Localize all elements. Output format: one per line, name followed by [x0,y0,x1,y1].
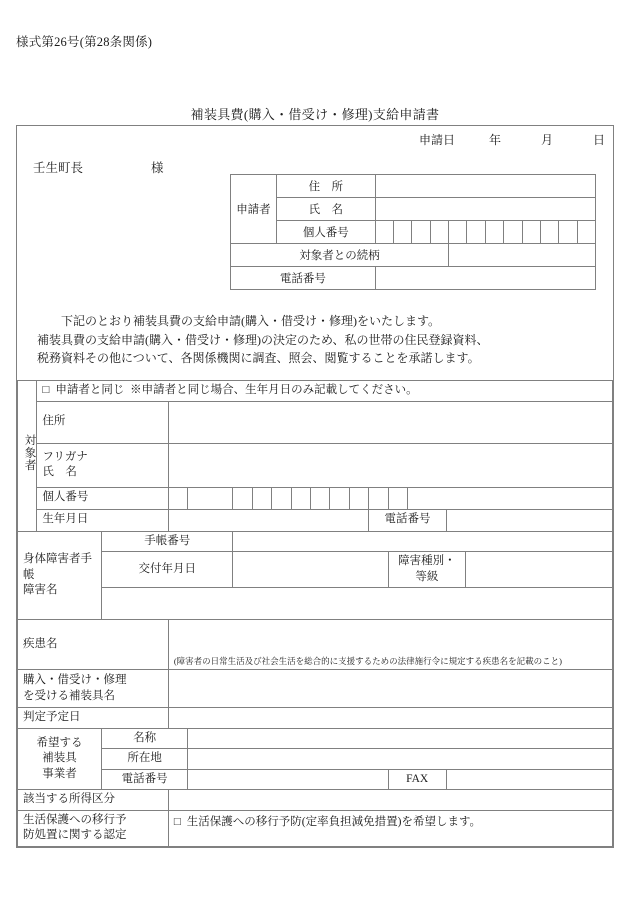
applicant-phone-input[interactable] [375,267,595,290]
form-number: 様式第26号(第28条関係) [16,35,153,49]
subject-mynumber-digit[interactable] [388,487,407,509]
vendor-name-input[interactable] [188,728,613,749]
subject-birthdate-label: 生年月日 [37,509,168,531]
subject-furigana-label: フリガナ [42,450,88,463]
same-as-applicant-row[interactable] [37,381,613,402]
consent-line-1: 下記のとおり補装具費の支給申請(購入・借受け・修理)をいたします。 [61,314,441,328]
consent-line-2: 補装具費の支給申請(購入・借受け・修理)の決定のため、私の世帯の住民登録資料、 [37,332,489,347]
subject-mynumber-digit[interactable] [349,487,368,509]
applicant-address-label: 住 所 [276,175,375,198]
subject-mynumber-digit[interactable] [272,487,291,509]
subject-mynumber-label: 個人番号 [37,487,168,509]
applicant-mynumber-digit[interactable] [449,221,467,244]
table-row [18,708,613,729]
welfare-label [18,810,169,846]
applicant-address-input[interactable] [375,175,595,198]
subject-address-label: 住所 [37,401,168,443]
applicant-name-label: 氏 名 [276,198,375,221]
table-row [18,670,613,708]
subject-mynumber-digit[interactable] [233,487,252,509]
vendor-phone-input[interactable] [188,769,388,790]
vendor-phone-label: 電話番号 [102,769,188,790]
vendor-label-line3: 事業者 [42,767,77,780]
application-date-line [419,131,605,148]
disease-input[interactable] [168,620,612,670]
welfare-label-line1: 生活保護への移行予 [23,813,127,826]
applicant-mynumber-digit[interactable] [485,221,503,244]
vendor-name-label: 名称 [102,728,188,749]
addressee-honorific: 様 [151,161,164,175]
applicant-mynumber-digit[interactable] [577,221,595,244]
welfare-statement: 生活保護への移行予防(定率負担減免措置)を希望します。 [186,815,482,828]
applicant-mynumber-digit[interactable] [430,221,448,244]
subject-phone-input[interactable] [446,509,612,531]
vendor-label-line2: 補装具 [42,752,77,765]
table-row [18,728,613,749]
consent-paragraph [37,312,489,368]
vendor-location-input[interactable] [188,749,613,770]
subject-name-input[interactable] [168,443,612,487]
applicant-mynumber-digit[interactable] [522,221,540,244]
issue-date-label: 交付年月日 [102,552,233,588]
device-label-line1: 購入・借受け・修理 [23,674,127,687]
subject-phone-label: 電話番号 [369,509,447,531]
subject-mynumber-digit[interactable] [369,487,388,509]
table-row [18,588,613,620]
income-category-label: 該当する所得区分 [18,790,169,811]
table-row [18,790,613,811]
table-row [18,531,613,552]
applicant-name-input[interactable] [375,198,595,221]
applicant-mynumber-digit[interactable] [504,221,522,244]
subject-name-label-text: 氏 名 [42,466,77,479]
disability-label-line1: 身体障害者手帳 [23,553,92,581]
checkbox-icon[interactable]: □ [173,815,181,828]
disease-note: (障害者の日常生活及び社会生活を総合的に支援するための法律施行令に規定する疾患名を記載のこと) [173,655,562,666]
vendor-fax-input[interactable] [446,769,612,790]
table-row [18,769,613,790]
welfare-statement-row[interactable] [168,810,612,846]
disability-label-line2: 障害名 [23,584,58,597]
application-date-label: 申請日 [418,133,455,147]
welfare-label-line2: 防処置に関する認定 [23,829,127,842]
table-row [231,221,596,244]
year-label: 年 [488,133,501,147]
subject-mynumber-digit[interactable] [291,487,310,509]
table-row [231,175,596,198]
table-row [18,749,613,770]
device-name-input[interactable] [168,670,612,708]
applicant-relationship-input[interactable] [449,244,596,267]
table-row [18,487,613,509]
main-form-table [17,380,613,847]
disability-section-label [18,531,102,620]
table-row [231,244,596,267]
applicant-mynumber-digit[interactable] [375,221,393,244]
table-row [18,620,613,670]
disability-name-input[interactable] [102,588,613,620]
table-row [18,401,613,443]
checkbox-icon[interactable]: □ [42,384,50,396]
applicant-mynumber-digit[interactable] [559,221,577,244]
addressee-name: 壬生町長 [33,161,84,175]
applicant-mynumber-digit[interactable] [394,221,412,244]
table-row [18,810,613,846]
table-row [231,198,596,221]
vendor-section-label [18,728,102,790]
applicant-phone-label: 電話番号 [231,267,376,290]
subject-mynumber-digit[interactable] [407,487,612,509]
same-as-applicant-note: ※申請者と同じ場合、生年月日のみ記載してください。 [130,384,418,396]
vendor-location-label: 所在地 [102,749,188,770]
subject-address-input[interactable] [168,401,612,443]
page-title: 補装具費(購入・借受け・修理)支給申請書 [190,107,440,122]
applicant-relationship-label: 対象者との続柄 [231,244,449,267]
issue-date-input[interactable] [233,552,388,588]
subject-birthdate-input[interactable] [168,509,368,531]
form-frame [16,125,614,848]
applicant-mynumber-digit[interactable] [412,221,430,244]
judgement-date-label: 判定予定日 [18,708,169,729]
device-label-line2: を受ける補装具名 [23,689,115,702]
booklet-number-input[interactable] [233,531,613,552]
disease-label: 疾患名 [18,620,169,670]
applicant-mynumber-label: 個人番号 [276,221,375,244]
subject-mynumber-digit[interactable] [252,487,271,509]
applicant-vertical-label: 申請者 [231,175,277,244]
subject-vertical-label: 対象者 [18,381,37,532]
vendor-fax-label: FAX [388,769,446,790]
applicant-mynumber-digit[interactable] [540,221,558,244]
header-block [17,126,613,380]
subject-mynumber-digit[interactable] [311,487,330,509]
vendor-label-line1: 希望する [36,736,83,749]
table-row [18,552,613,588]
booklet-number-label: 手帳番号 [102,531,233,552]
judgement-date-input[interactable] [168,708,612,729]
disability-type-grade-label: 障害種別・等級 [388,552,466,588]
table-row [18,509,613,531]
applicant-table [230,174,596,290]
device-label [18,670,169,708]
consent-line-3: 税務資料その他について、各関係機関に調査、照会、閲覧することを承諾します。 [37,351,480,366]
applicant-mynumber-digit[interactable] [467,221,485,244]
subject-mynumber-digit[interactable] [188,487,233,509]
table-row [18,443,613,487]
subject-mynumber-digit[interactable] [168,487,187,509]
table-row [18,381,613,402]
subject-name-label [37,443,168,487]
day-label: 日 [592,133,605,147]
disability-type-grade-input[interactable] [466,552,613,588]
subject-mynumber-digit[interactable] [330,487,349,509]
table-row [231,267,596,290]
income-category-input[interactable] [168,790,612,811]
same-as-applicant-label: 申請者と同じ [55,384,125,396]
addressee-line [33,158,164,176]
month-label: 月 [540,133,553,147]
